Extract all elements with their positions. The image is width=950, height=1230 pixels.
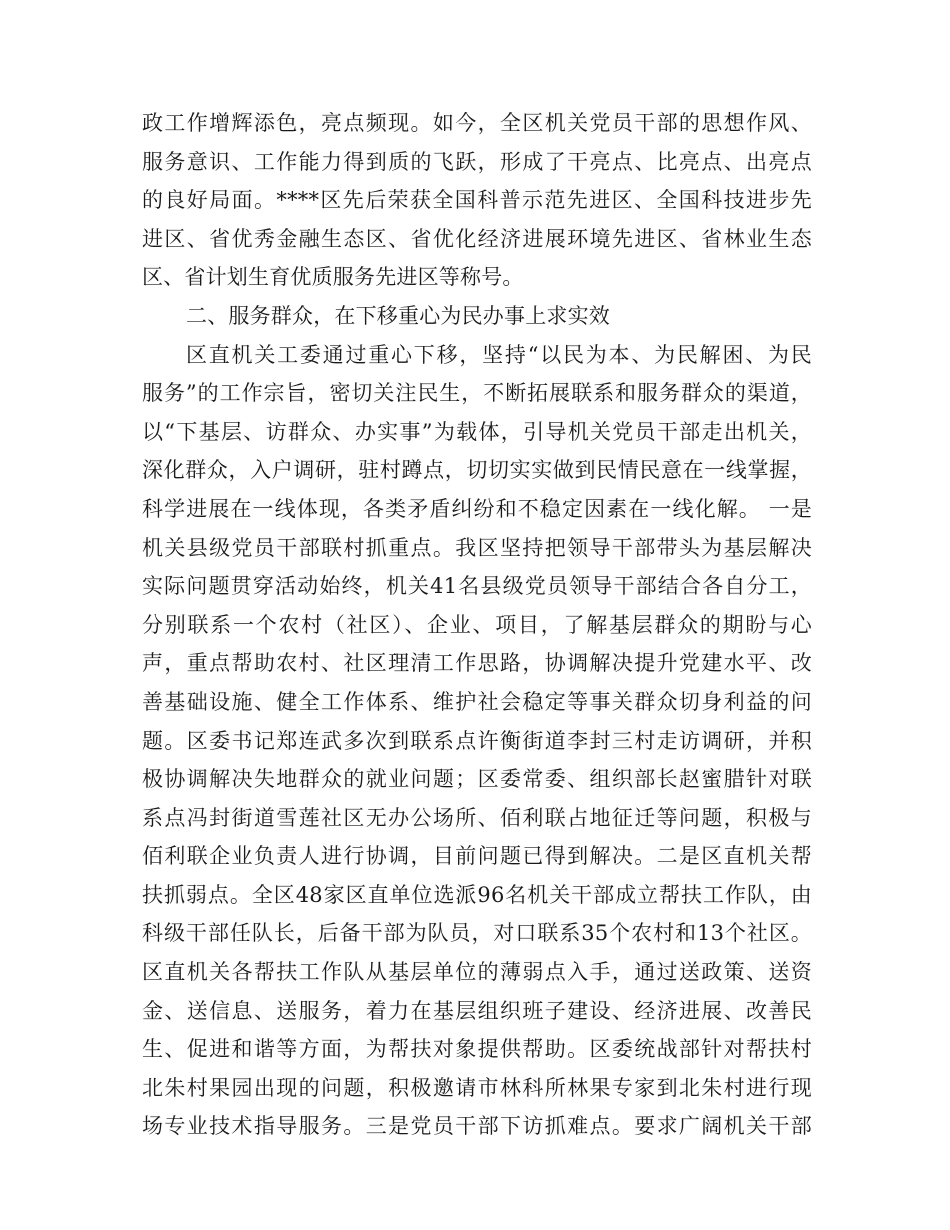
text-line: 扶抓弱点。全区48家区直单位选派96名机关干部成立帮扶工作队，由 (142, 882, 812, 907)
text-line: 政工作增辉添色，亮点频现。如今，全区机关党员干部的思想作风、 (142, 111, 812, 135)
text-line: 善基础设施、健全工作体系、维护社会稳定等事关群众切身利益的问 (142, 689, 812, 714)
text-line: 以“下基层、访群众、办实事”为载体，引导机关党员干部走出机关， (142, 419, 812, 444)
text-line: 区直机关工委通过重心下移，坚持“以民为本、为民解困、为民 (186, 342, 812, 367)
text-line: 题。区委书记郑连武多次到联系点许衡街道李封三村走访调研，并积 (142, 728, 812, 753)
text-line: 北朱村果园出现的问题，积极邀请市林科所林果专家到北朱村进行现 (142, 1075, 812, 1100)
text-line: 声，重点帮助农村、社区理清工作思路，协调解决提升党建水平、改 (142, 651, 812, 676)
text-line: 区直机关各帮扶工作队从基层单位的薄弱点入手，通过送政策、送资 (142, 960, 812, 985)
text-line: 实际问题贯穿活动始终，机关41名县级党员领导干部结合各自分工， (142, 574, 812, 599)
text-line: 分别联系一个农村（社区）、企业、项目，了解基层群众的期盼与心 (142, 612, 812, 637)
text-line: 科学进展在一线体现，各类矛盾纠纷和不稳定因素在一线化解。 一是 (142, 496, 812, 521)
text-line: 系点冯封街道雪莲社区无办公场所、佰利联占地征迁等问题，积极与 (142, 805, 812, 830)
text-line: 生、促进和谐等方面，为帮扶对象提供帮助。区委统战部针对帮扶村 (142, 1037, 812, 1062)
section-heading: 二、服务群众，在下移重心为民办事上求实效 (186, 303, 610, 328)
text-line: 区、省计划生育优质服务先进区等称号。 (142, 265, 524, 290)
text-line: 佰利联企业负责人进行协调，目前问题已得到解决。二是区直机关帮 (142, 844, 812, 869)
text-line: 深化群众，入户调研，驻村蹲点，切切实实做到民情民意在一线掌握， (142, 458, 812, 483)
text-line: 服务”的工作宗旨，密切关注民生，不断拓展联系和服务群众的渠道， (142, 381, 812, 406)
text-line: 场专业技术指导服务。三是党员干部下访抓难点。要求广阔机关干部 (142, 1114, 812, 1139)
text-line: 金、送信息、送服务，着力在基层组织班子建设、经济进展、改善民 (142, 998, 812, 1023)
text-line: 机关县级党员干部联村抓重点。我区坚持把领导干部带头为基层解决 (142, 535, 812, 560)
text-line: 进区、省优秀金融生态区、省优化经济进展环境先进区、省林业生态 (142, 226, 812, 251)
text-line: 极协调解决失地群众的就业问题；区委常委、组织部长赵蜜腊针对联 (142, 767, 812, 792)
document-body (142, 104, 812, 1146)
text-line: 服务意识、工作能力得到质的飞跃，形成了干亮点、比亮点、出亮点 (142, 149, 812, 174)
text-line: 科级干部任队长，后备干部为队员，对口联系35个农村和13个社区。 (142, 921, 812, 946)
text-line: 的良好局面。****区先后荣获全国科普示范先进区、全国科技进步先 (142, 188, 812, 213)
